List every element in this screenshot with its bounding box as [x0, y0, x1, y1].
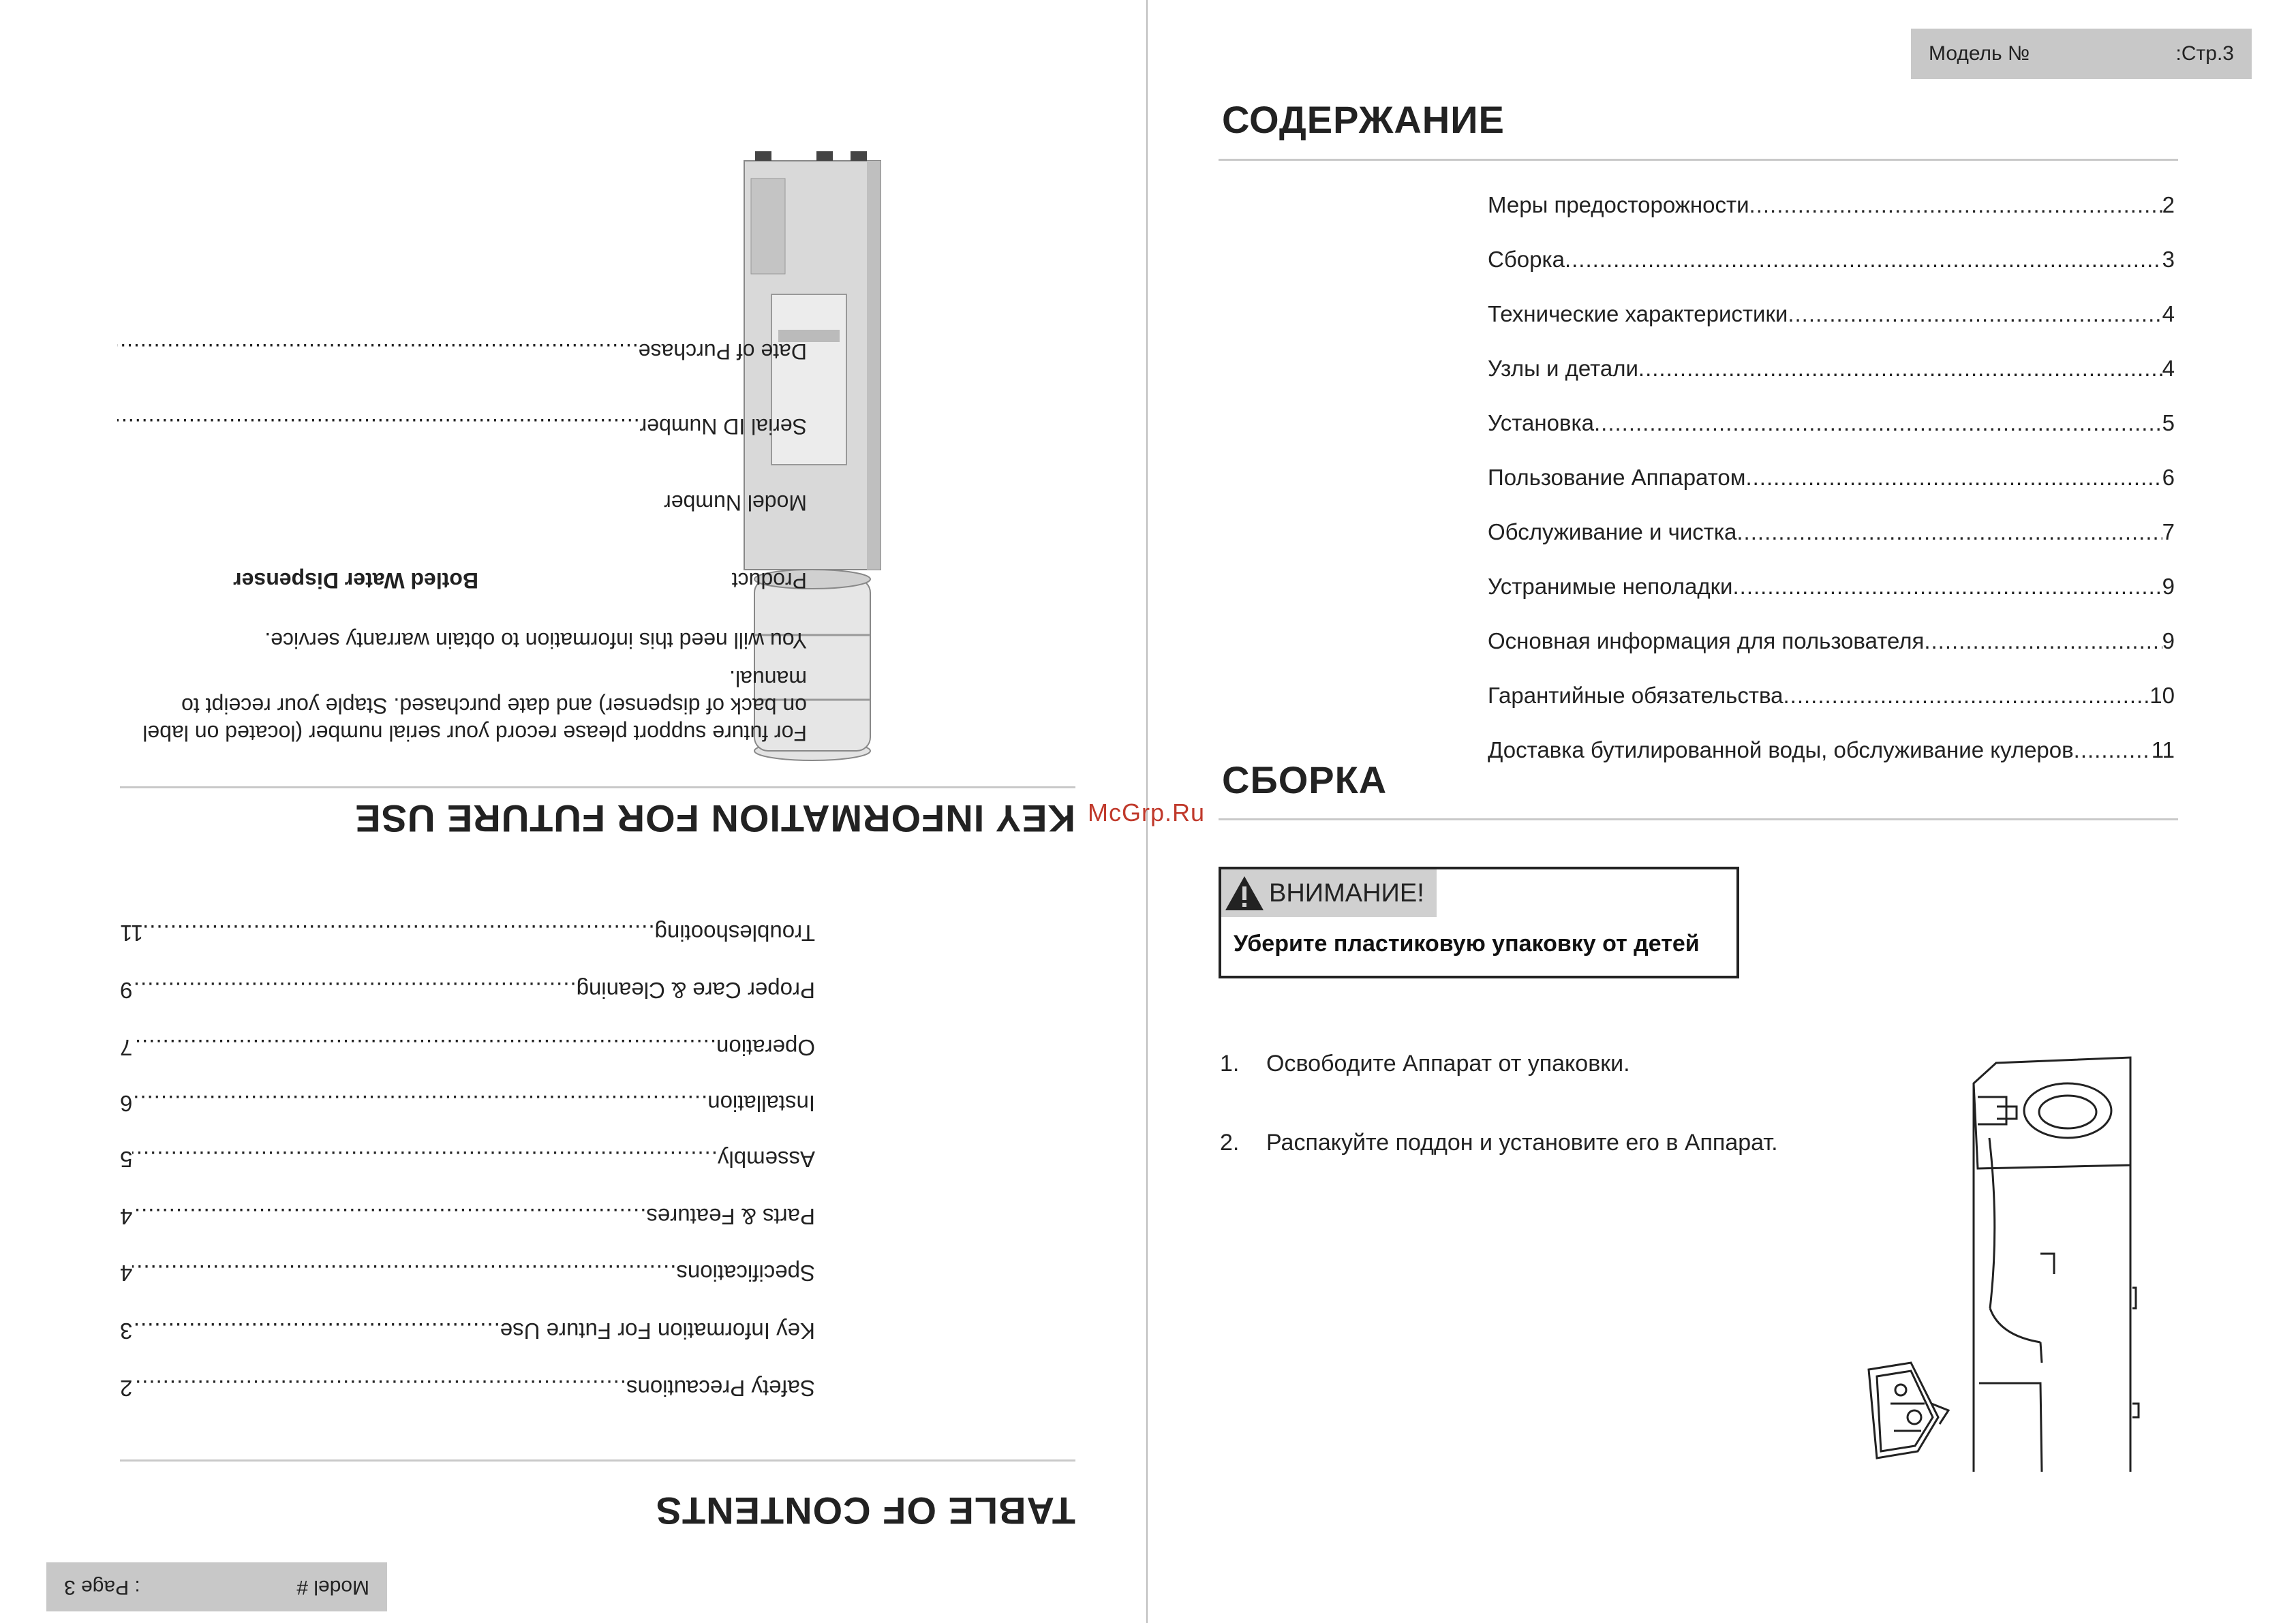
toc-item-label: Сборка	[1488, 247, 1565, 272]
toc-item[interactable]	[120, 920, 815, 946]
toc-item-label: Доставка бутилированной воды, обслуживание кулеров	[1488, 737, 2074, 762]
product-label: Product	[731, 568, 807, 593]
warning-box	[1219, 867, 1739, 978]
toc-dot-leader	[1745, 465, 2162, 491]
toc-dot-leader	[1788, 301, 2162, 327]
toc-item[interactable]	[1488, 737, 2175, 763]
toc-item-label: Key Information For Future Use	[500, 1318, 815, 1344]
toc-item-label: Assembly	[717, 1147, 815, 1172]
toc-item-page: 9	[120, 978, 133, 1003]
toc-item-page: 3	[120, 1318, 133, 1344]
toc-dot-leader	[1924, 628, 2162, 654]
page-number-label: :Стр.3	[2175, 42, 2234, 65]
toc-item-label: Operation	[716, 1035, 815, 1060]
toc-item-page: 4	[2162, 301, 2175, 326]
toc-item-page: 6	[2162, 465, 2175, 490]
toc-item-label: Гарантийные обязательства	[1488, 683, 1784, 708]
toc-item-page: 4	[120, 1204, 133, 1229]
toc-title: СОДЕРЖАНИЕ	[1222, 98, 1505, 141]
right-page-header-tab	[1911, 29, 2252, 79]
toc-item-label: Troubleshooting	[654, 921, 815, 946]
toc-item-page: 6	[120, 1091, 133, 1116]
toc-dot-leader	[132, 1375, 626, 1401]
warning-text: Уберите пластиковую упаковку от детей	[1234, 931, 1700, 957]
toc-item[interactable]	[120, 1146, 815, 1172]
toc-item-page: 4	[120, 1261, 133, 1286]
toc-item-label: Меры предосторожности	[1488, 192, 1749, 217]
assembly-step	[1220, 1130, 1778, 1156]
toc-item-page: 10	[2149, 683, 2175, 708]
serial-id-label: Serial ID Number	[639, 414, 807, 439]
mcgrp-watermark: McGrp.Ru	[1088, 799, 1206, 826]
key-info-paragraph-1: For future support please record your serial number (located on label on back of dispenser) and date purchased. Staple your receipt to manual.	[142, 666, 807, 745]
step-number: 1.	[1220, 1051, 1240, 1077]
toc-title: TABLE OF CONTENTS	[655, 1489, 1075, 1532]
toc-dot-leader	[1565, 247, 2162, 273]
toc-item-page: 11	[2151, 737, 2175, 762]
toc-title-rule	[1219, 159, 2178, 161]
toc-item-page: 7	[2162, 519, 2175, 544]
toc-item[interactable]	[1488, 410, 2175, 436]
assembly-title-rule	[1219, 818, 2178, 820]
date-of-purchase-label: Date of Purchase	[638, 339, 807, 364]
key-info-title: KEY INFORMATION FOR FUTURE USE	[354, 797, 1075, 840]
toc-item-label: Обслуживание и чистка	[1488, 519, 1737, 544]
toc-item[interactable]	[1488, 247, 2175, 273]
toc-dot-leader	[1594, 410, 2162, 436]
toc-item[interactable]	[1488, 519, 2175, 545]
assembly-step	[1220, 1051, 1630, 1077]
toc-item-label: Технические характеристики	[1488, 301, 1788, 326]
toc-item-label: Узлы и детали	[1488, 356, 1638, 381]
toc-item[interactable]	[120, 1260, 815, 1286]
toc-item-page: 2	[120, 1376, 133, 1401]
toc-item[interactable]	[120, 1318, 815, 1344]
toc-item-page: 2	[2162, 192, 2175, 217]
toc-item-page: 5	[2162, 410, 2175, 435]
model-number-field-label: Model Number	[664, 491, 807, 515]
toc-item-label: Основная информация для пользователя	[1488, 628, 1925, 653]
page-number-label: : Page 3	[64, 1576, 140, 1598]
date-dot-leader	[117, 339, 639, 364]
toc-item-page: 7	[120, 1035, 133, 1060]
toc-dot-leader	[132, 1203, 646, 1229]
toc-dot-leader	[1736, 519, 2162, 545]
toc-item[interactable]	[120, 977, 815, 1003]
toc-item[interactable]	[120, 1090, 815, 1116]
serial-id-field[interactable]	[117, 414, 807, 439]
toc-item-page: 5	[120, 1147, 133, 1172]
toc-dot-leader	[1783, 683, 2149, 709]
toc-dot-leader	[132, 1034, 716, 1060]
key-info-paragraph-2: You will need this information to obtain warranty service.	[264, 628, 807, 653]
toc-item[interactable]	[1488, 356, 2175, 382]
toc-item[interactable]	[1488, 465, 2175, 491]
toc-item-label: Installation	[707, 1091, 815, 1116]
toc-item-label: Safety Precautions	[626, 1376, 815, 1401]
warning-title: ВНИМАНИЕ!	[1269, 878, 1424, 908]
right-page-russian	[1148, 0, 2296, 1623]
toc-item[interactable]	[1488, 192, 2175, 218]
toc-dot-leader	[1732, 574, 2162, 600]
toc-item[interactable]	[120, 1034, 815, 1060]
assembly-title: СБОРКА	[1222, 758, 1388, 801]
toc-dot-leader	[1638, 356, 2162, 382]
model-number-label: Модель №	[1929, 42, 2030, 65]
toc-dot-leader	[2074, 737, 2152, 763]
warning-header	[1221, 869, 1437, 917]
toc-item-page: 4	[2162, 356, 2175, 381]
toc-item-page: 9	[2162, 628, 2175, 653]
toc-item-label: Установка	[1488, 410, 1594, 435]
dispenser-line-drawing	[1863, 1049, 2163, 1472]
toc-item[interactable]	[120, 1203, 815, 1229]
step-text: Освободите Аппарат от упаковки.	[1266, 1051, 1630, 1077]
toc-item-label: Parts & Features	[646, 1204, 815, 1229]
left-page-header-tab	[46, 1562, 387, 1611]
step-number: 2.	[1220, 1130, 1240, 1156]
toc-dot-leader	[132, 1260, 676, 1286]
model-number-label: Model #	[296, 1576, 369, 1598]
toc-dot-leader	[1749, 192, 2162, 218]
toc-item-label: Устранимые неполадки	[1488, 574, 1733, 599]
toc-item-label: Specifications	[676, 1261, 815, 1286]
toc-dot-leader	[132, 977, 576, 1003]
rotated-content	[0, 0, 1146, 1623]
toc-dot-leader	[132, 1146, 718, 1172]
toc-item-page: 3	[2162, 247, 2175, 272]
toc-dot-leader	[132, 1318, 500, 1344]
serial-id-dot-leader	[117, 414, 640, 439]
toc-dot-leader	[132, 1090, 707, 1116]
key-info-rule	[120, 786, 1075, 788]
toc-item-page: 11	[120, 921, 144, 946]
date-of-purchase-field[interactable]	[117, 339, 807, 364]
toc-dot-leader	[143, 920, 654, 946]
left-page-english	[0, 0, 1146, 1623]
toc-item[interactable]	[1488, 628, 2175, 654]
toc-item-page: 9	[2162, 574, 2175, 599]
toc-item[interactable]	[120, 1375, 815, 1401]
toc-item-label: Proper Care & Cleaning	[576, 978, 815, 1003]
toc-item[interactable]	[1488, 683, 2175, 709]
toc-item[interactable]	[1488, 574, 2175, 600]
toc-item-label: Пользование Аппаратом	[1488, 465, 1746, 490]
toc-title-rule	[120, 1459, 1075, 1462]
product-value: Botled Water Dispenser	[233, 568, 478, 593]
toc-item[interactable]	[1488, 301, 2175, 327]
step-text: Распакуйте поддон и установите его в Аппарат.	[1266, 1130, 1778, 1156]
warning-triangle-icon	[1224, 874, 1265, 912]
